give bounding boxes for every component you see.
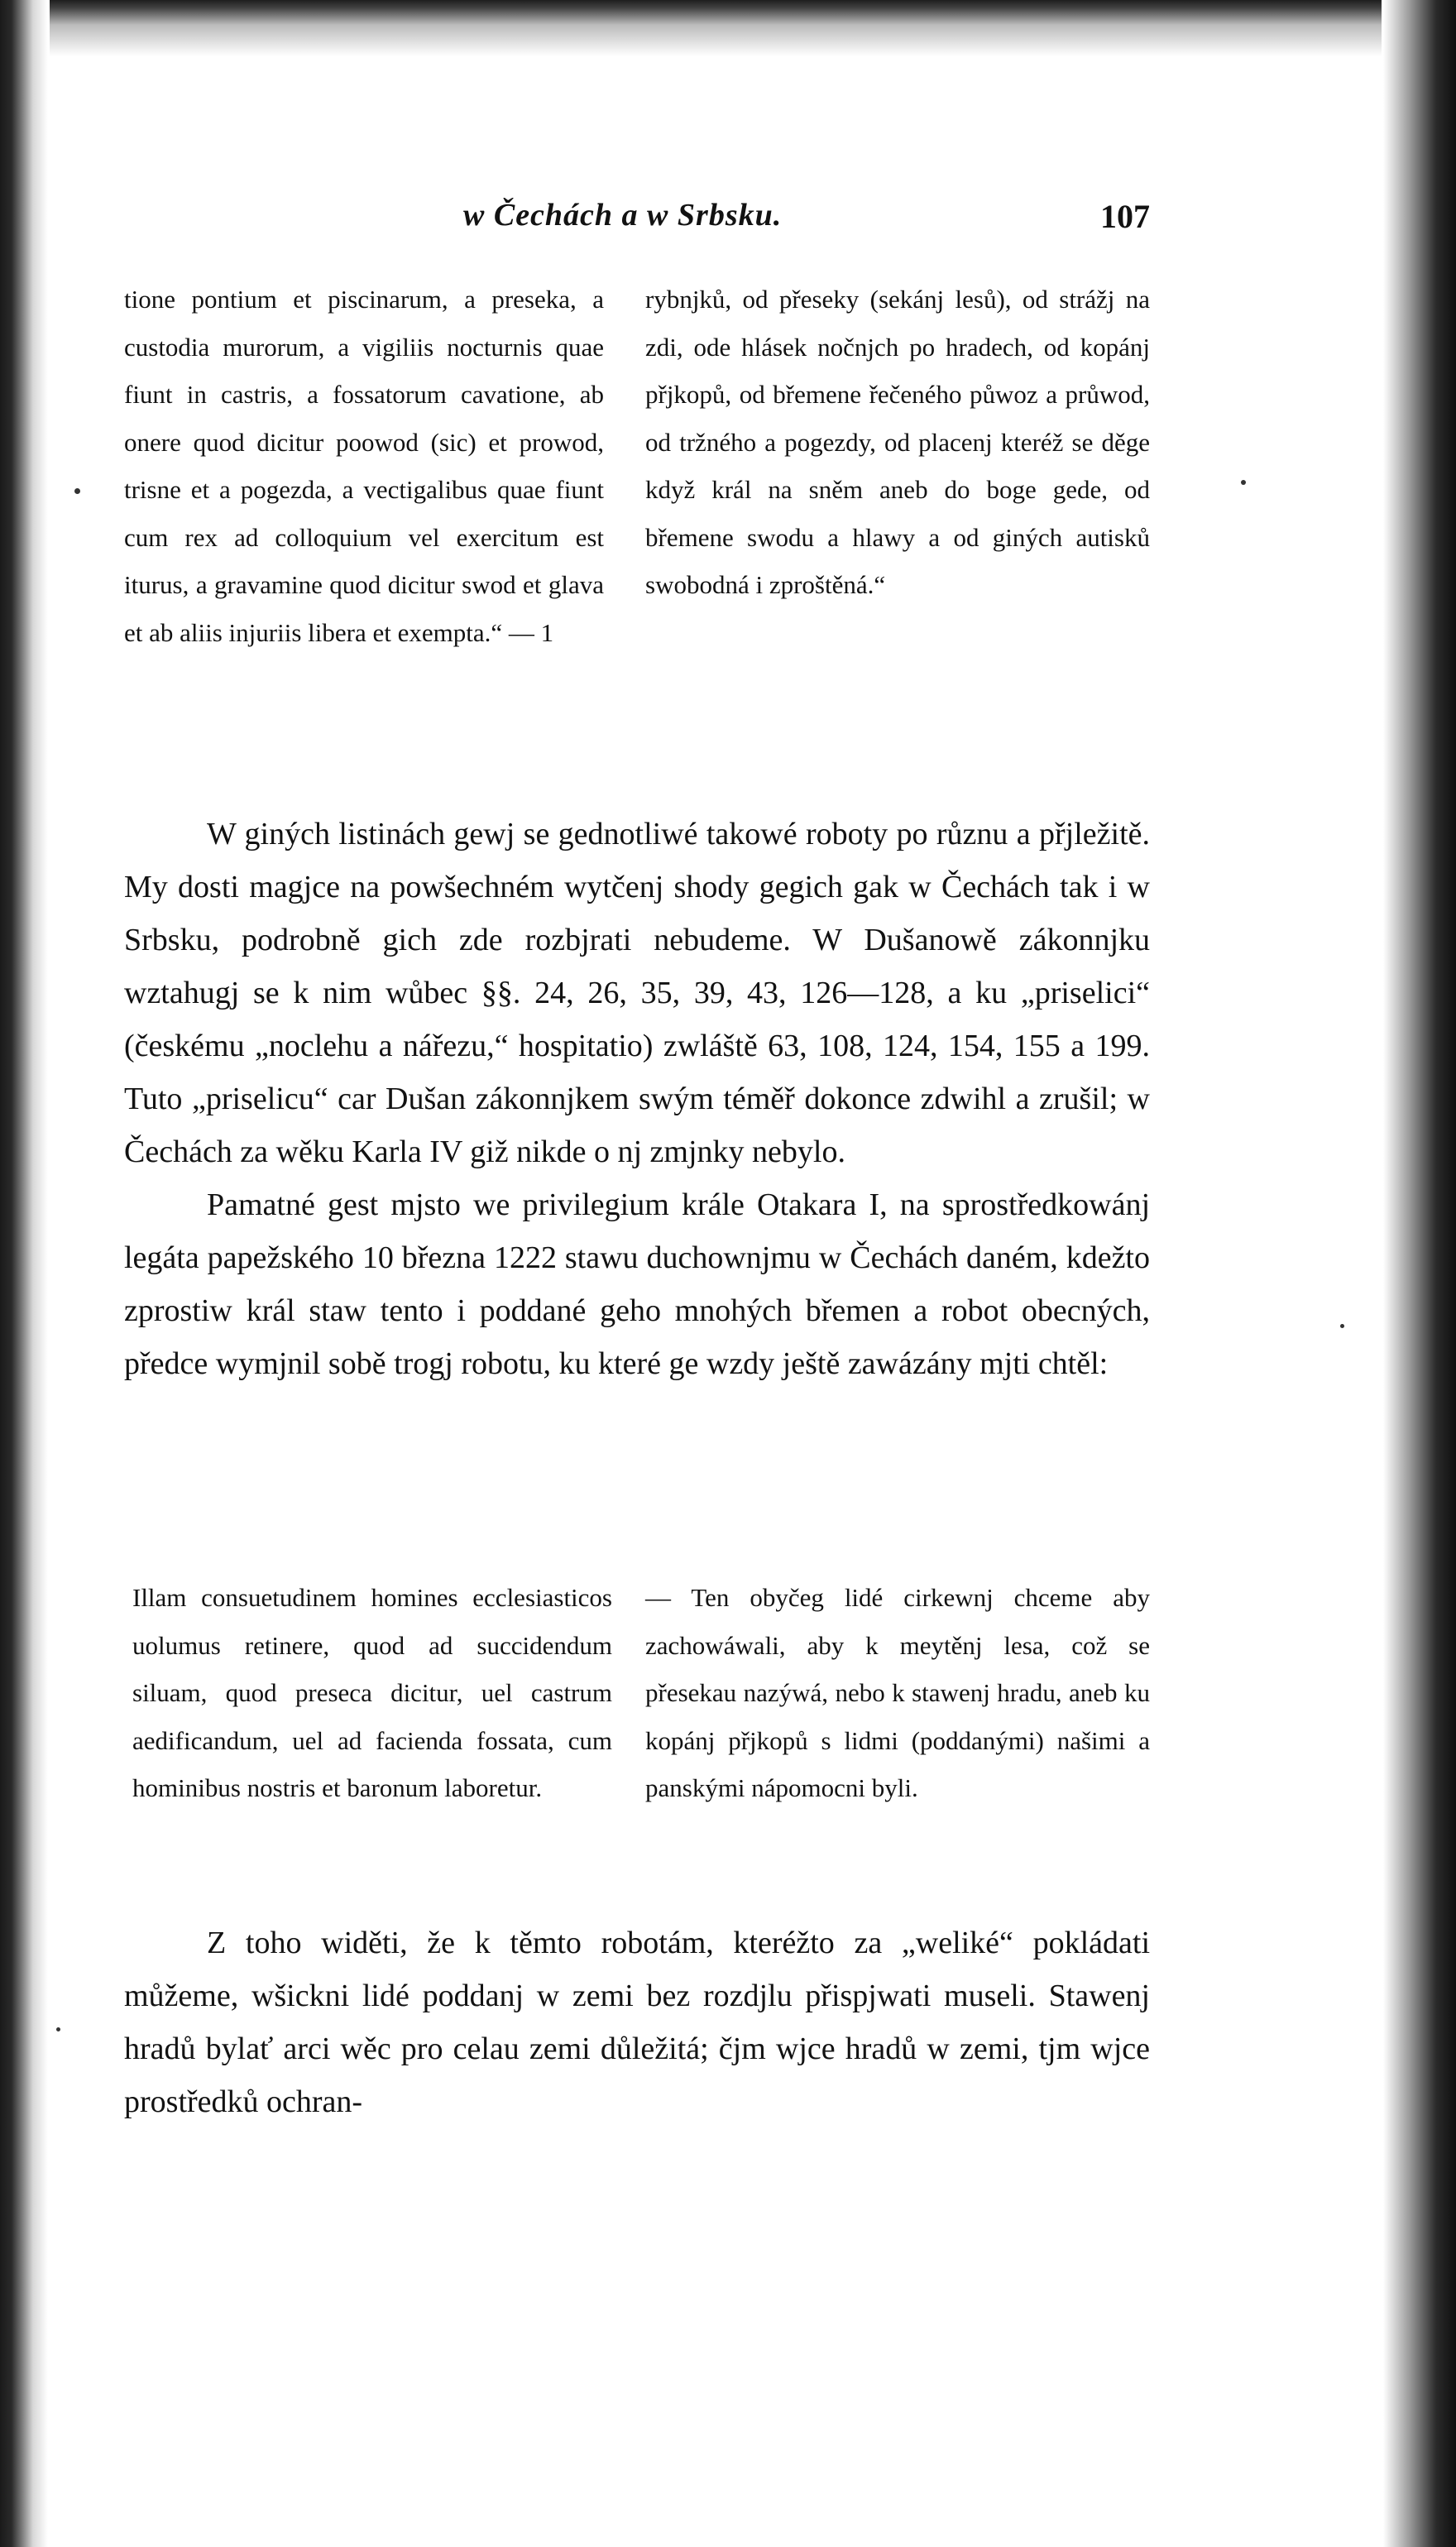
main-body-text (124, 808, 1150, 1390)
scan-border-top (0, 0, 1456, 58)
latin-quote-text-1: tione pontium et piscinarum, a preseka, a custodia murorum, a vigiliis nocturnis quae fiunt in castris, a fossatorum cavatione, ab onere quod dicitur poowod (sic) et prowod, trisne et a pogezda, a vectigalibus quae fiunt cum rex ad colloquium vel exercitum est iturus, a gravamine quod dicitur swod et glava et ab aliis injuriis libera et exempta.“ — 1 (124, 285, 604, 647)
paragraph-2: Pamatné gest mjsto we privilegium krále Otakara I, na sprostředkowánj legáta papežského 10 března 1222 stawu duchownjmu w Čechách daném, kdežto zprostiw král staw tento i poddané geho mnohých břemen a robot obecných, předce wymjnil sobě trogj robotu, ku které ge wzdy ještě zawázány mjti chtěl: (124, 1187, 1150, 1381)
paragraph-3: Z toho widěti, že k těmto robotám, kteréžto za „weliké“ pokládati můžeme, wšickni lidé poddanj w zemi bez rozdjlu přispjwati museli. Stawenj hradů bylať arci wěc pro celau zemi důležitá; čjm wjce hradů w zemi, tjm wjce prostředků ochran- (124, 1926, 1150, 2119)
running-head: w Čechách a w Srbsku. (463, 198, 783, 233)
page-header (124, 197, 1150, 247)
paragraph-1: W giných listinách gewj se gednotliwé takowé roboty po různu a přjležitě. My dosti magjce na powšechném wytčenj shody gegich gak w Čechách tak i w Srbsku, podrobně gich zde rozbjrati nebudeme. W Dušanowě zákonnjku wztahugj se k nim wůbec §§. 24, 26, 35, 39, 43, 126—128, a ku „priselici“ (českému „noclehu a nářezu,“ hospitatio) zwláště 63, 108, 124, 154, 155 a 199. Tuto „priselicu“ car Dušan zákonnjkem swým téměř dokonce zdwihl a zrušil; w Čechách za wěku Karla IV giž nikde o nj zmjnky nebylo. (124, 817, 1150, 1169)
czech-quote-column-1 (645, 276, 1150, 609)
scan-speck (74, 488, 80, 494)
scan-border-left (0, 0, 50, 2547)
latin-quote-column-1 (124, 276, 604, 656)
scan-speck (1340, 1324, 1344, 1328)
latin-quote-text-2: Illam consuetudinem homines ecclesiasticos uolumus retinere, quod ad succidendum siluam, quod preseca dicitur, uel castrum aedificandum, uel ad facienda fossata, cum hominibus nostris et baronum laboretur. (132, 1583, 612, 1802)
czech-quote-text-1: rybnjků, od přeseky (sekánj lesů), od strážj na zdi, ode hlásek nočnjch po hradech, od kopánj přjkopů, od břemene řečeného půwoz a průwod, od tržného a pogezdy, od placenj kteréž se děge když král na sněm aneb do boge gede, od břemene swodu a hlawy a od giných autisků swobodná i zproštěná.“ (645, 285, 1150, 599)
czech-quote-text-2: — Ten obyčeg lidé cirkewnj chceme aby zachowáwali, aby k meytěnj lesa, což se přesekau nazýwá, nebo k stawenj hradu, aneb ku kopánj přjkopů s lidmi (poddanými) našimi a panskými nápomocni byli. (645, 1583, 1150, 1802)
page-number: 107 (1100, 198, 1150, 235)
closing-body-text (124, 1916, 1150, 2128)
scan-speck (1241, 480, 1246, 485)
scan-border-right (1382, 0, 1456, 2547)
latin-quote-column-2 (132, 1574, 612, 1812)
czech-quote-column-2 (645, 1574, 1150, 1812)
scan-speck (56, 2027, 60, 2031)
